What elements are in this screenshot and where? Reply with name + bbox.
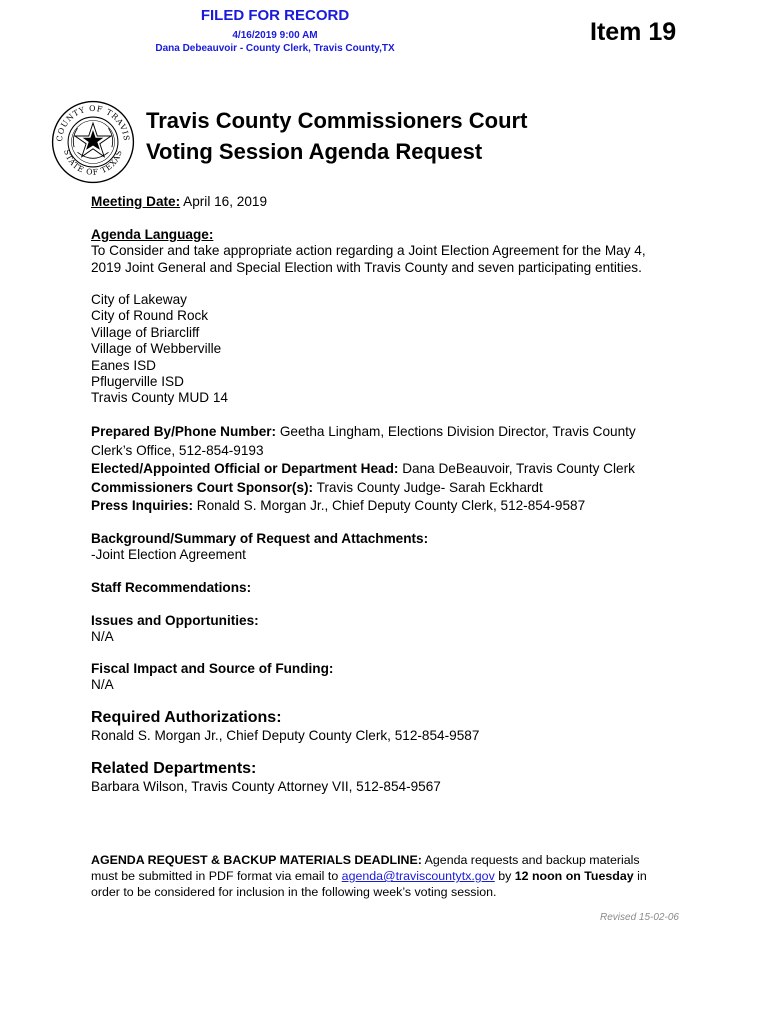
revision-note: Revised 15-02-06 — [600, 912, 679, 923]
agenda-language-line1: To Consider and take appropriate action regarding a Joint Election Agreement for the May 4, — [91, 243, 646, 259]
filed-stamp-clerk: Dana Debeauvoir - County Clerk, Travis County,TX — [155, 43, 395, 54]
issues-label: Issues and Opportunities: — [91, 613, 259, 628]
official-value: Dana DeBeauvoir, Travis County Clerk — [398, 461, 635, 477]
participating-entities-list — [91, 292, 228, 407]
required-authorizations-label: Required Authorizations: — [91, 709, 282, 726]
deadline-line1 — [91, 852, 681, 868]
prepared-by-continued: Clerk’s Office, 512-854-9193 — [91, 442, 264, 458]
deadline-text2a: must be submitted in PDF format via email to — [91, 869, 342, 884]
prepared-by-label: Prepared By/Phone Number: — [91, 424, 277, 439]
deadline-text1: Agenda requests and backup materials — [421, 853, 640, 867]
staff-recommendations-label: Staff Recommendations: — [91, 580, 252, 595]
deadline-text2b: by — [494, 869, 515, 884]
official-label: Elected/Appointed Official or Department Head: — [91, 461, 399, 477]
list-item: City of Round Rock — [91, 308, 209, 324]
seal-top-text: COUNTY OF TRAVIS — [54, 104, 132, 142]
contacts-section — [91, 423, 636, 516]
list-item: City of Lakeway — [91, 292, 187, 307]
page-title: Travis County Commissioners Court — [146, 108, 528, 133]
agenda-language-line2: 2019 Joint General and Special Election with Travis County and seven participating entities. — [91, 259, 642, 275]
deadline-line2 — [91, 868, 681, 884]
required-authorizations-value: Ronald S. Morgan Jr., Chief Deputy County Clerk, 512-854-9587 — [91, 728, 480, 743]
background-section — [91, 531, 428, 564]
list-item: Village of Webberville — [91, 341, 222, 357]
press-label: Press Inquiries: — [91, 498, 193, 514]
sponsor-label: Commissioners Court Sponsor(s): — [91, 479, 314, 495]
prepared-by-value: Geetha Lingham, Elections Division Director, Travis County — [276, 424, 636, 439]
sponsor-value: Travis County Judge- Sarah Eckhardt — [313, 479, 543, 495]
fiscal-label: Fiscal Impact and Source of Funding: — [91, 661, 334, 676]
fiscal-section — [91, 661, 333, 694]
filed-stamp-title: FILED FOR RECORD — [200, 7, 350, 24]
related-departments-value: Barbara Wilson, Travis County Attorney VII, 512-854-9567 — [91, 779, 441, 794]
agenda-email-link[interactable]: agenda@traviscountytx.gov — [341, 869, 495, 884]
fiscal-value: N/A — [91, 677, 114, 693]
deadline-text2c: in — [633, 869, 647, 884]
list-item: Eanes ISD — [91, 357, 156, 373]
deadline-label: AGENDA REQUEST & BACKUP MATERIALS DEADLINE: — [91, 853, 422, 867]
meeting-date-row — [91, 194, 267, 210]
page-subtitle: Voting Session Agenda Request — [146, 139, 483, 164]
agenda-language-section — [91, 227, 646, 276]
issues-section — [91, 613, 259, 646]
deadline-line3: order to be considered for inclusion in the following week’s voting session. — [91, 885, 497, 900]
deadline-time: 12 noon on Tuesday — [514, 869, 634, 884]
agenda-language-label: Agenda Language: — [91, 227, 214, 242]
official-row — [91, 460, 636, 479]
list-item: Pflugerville ISD — [91, 374, 184, 390]
related-departments-label: Related Departments: — [91, 760, 257, 777]
background-label: Background/Summary of Request and Attachments: — [91, 531, 429, 546]
sponsor-row — [91, 479, 636, 498]
press-row — [91, 497, 636, 516]
background-value: -Joint Election Agreement — [91, 547, 246, 563]
press-value: Ronald S. Morgan Jr., Chief Deputy County Clerk, 512-854-9587 — [193, 498, 586, 514]
list-item: Travis County MUD 14 — [91, 390, 228, 406]
meeting-date-label: Meeting Date: — [91, 194, 181, 209]
county-seal-icon — [50, 99, 136, 185]
deadline-notice — [91, 852, 681, 901]
filed-stamp-datetime: 4/16/2019 9:00 AM — [232, 30, 318, 41]
meeting-date-value: April 16, 2019 — [180, 194, 268, 209]
issues-value: N/A — [91, 629, 114, 645]
prepared-by-row — [91, 423, 636, 442]
seal-bottom-text: STATE OF TEXAS — [62, 148, 124, 177]
list-item: Village of Briarcliff — [91, 324, 200, 340]
svg-text:STATE OF TEXAS — [62, 149, 124, 177]
item-number: Item 19 — [590, 18, 677, 46]
